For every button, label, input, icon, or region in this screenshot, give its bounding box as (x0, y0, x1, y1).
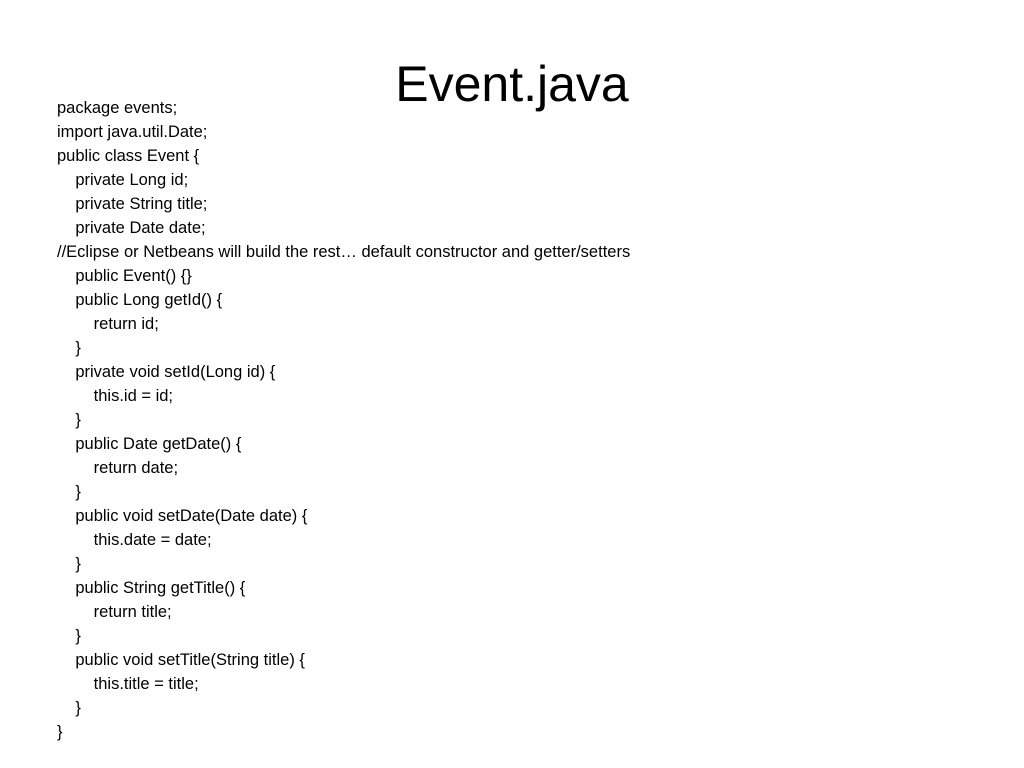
code-line: public Long getId() { (57, 291, 223, 309)
code-line: private String title; (57, 195, 208, 213)
code-line: public Date getDate() { (57, 435, 242, 453)
code-line: public Event() {} (57, 267, 192, 285)
code-line: } (57, 339, 81, 357)
code-line: return id; (57, 315, 159, 333)
code-block (57, 96, 957, 744)
code-line: } (57, 411, 81, 429)
code-line: return date; (57, 459, 179, 477)
code-line: this.id = id; (57, 387, 174, 405)
page-title: Event.java (395, 55, 629, 112)
code-line: //Eclipse or Netbeans will build the rest… default constructor and getter/setters (57, 243, 631, 261)
code-line: } (57, 699, 81, 717)
code-line: } (57, 723, 63, 741)
code-line: import java.util.Date; (57, 123, 208, 141)
code-line: private Long id; (57, 171, 189, 189)
code-line: public void setDate(Date date) { (57, 507, 308, 525)
code-line: } (57, 555, 81, 573)
code-line: } (57, 483, 81, 501)
code-line: return title; (57, 603, 172, 621)
code-line: } (57, 627, 81, 645)
code-line: private Date date; (57, 219, 206, 237)
code-line: public class Event { (57, 147, 200, 165)
code-line: public void setTitle(String title) { (57, 651, 305, 669)
code-line: this.date = date; (57, 531, 212, 549)
code-line: this.title = title; (57, 675, 199, 693)
code-line: public String getTitle() { (57, 579, 246, 597)
code-line: package events; (57, 99, 178, 117)
code-line: private void setId(Long id) { (57, 363, 276, 381)
